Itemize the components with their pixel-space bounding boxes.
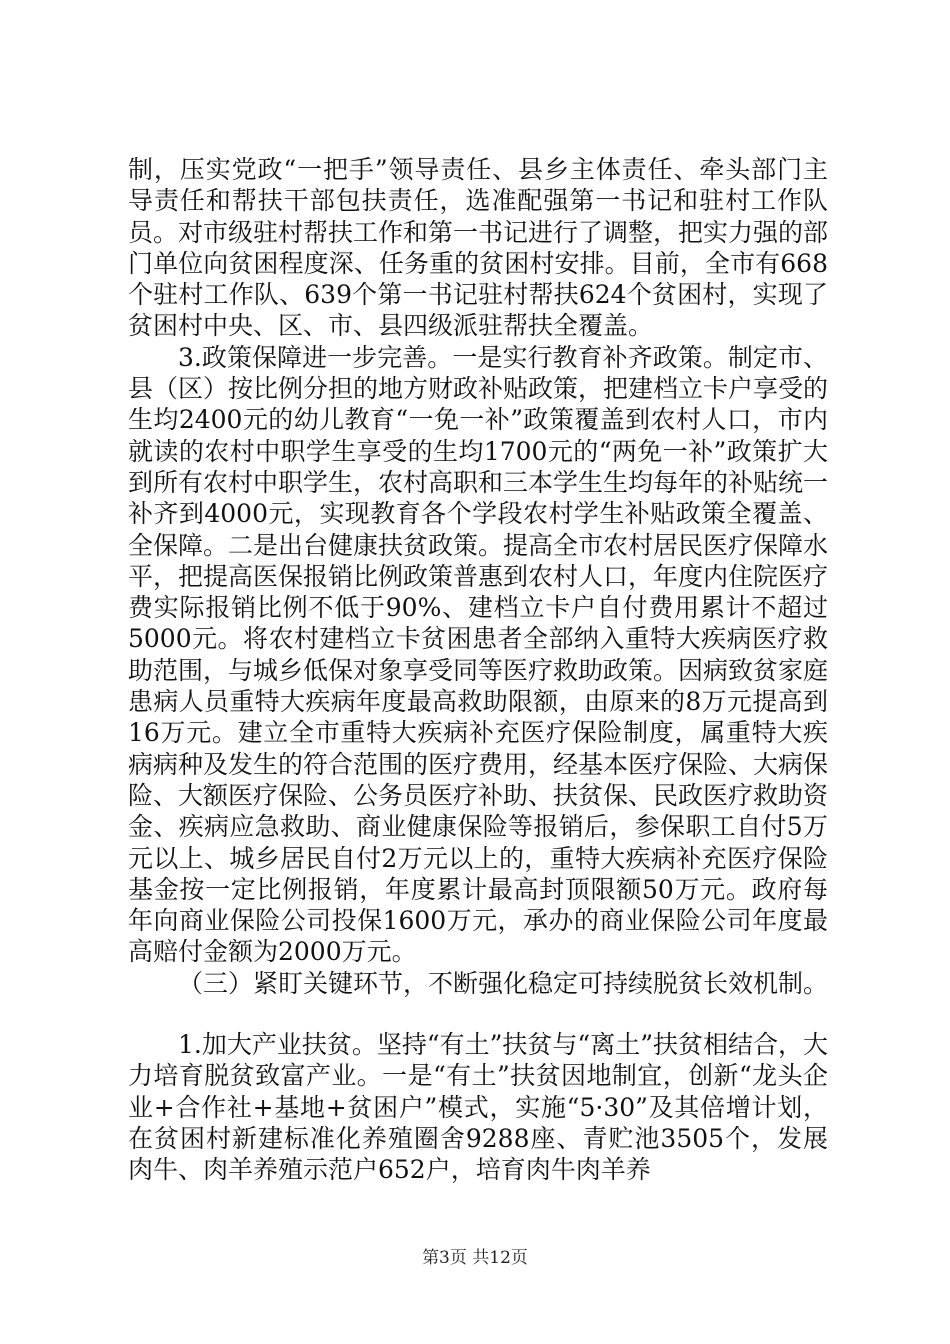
paragraph-policy-guarantee: 3.政策保障进一步完善。一是实行教育补齐政策。制定市、县（区）按比例分担的地方财政补贴政策，把建档立卡户享受的生均2400元的幼儿教育“一免一补”政策覆盖到农村人口，市内就读的农村中职学生享受的生均1700元的“两免一补”政策扩大到所有农村中职学生，农村高职和三本学生生均每年的补贴统一补齐到4000元，实现教育各个学段农村学生补贴政策全覆盖、全保障。二是出台健康扶贫政策。提高全市农村居民医疗保障水平，把提高医保报销比例政策普惠到农村人口，年度内住院医疗费实际报销比例不低于90%、建档立卡户自付费用累计不超过5000元。将农村建档立卡贫困患者全部纳入重特大疾病医疗救助范围，与城乡低保对象享受同等医疗救助政策。因病致贫家庭患病人员重特大疾病年度最高救助限额，由原来的8万元提高到16万元。建立全市重特大疾病补充医疗保险制度，属重特大疾病病种及发生的符合范围的医疗费用，经基本医疗保险、大病保险、大额医疗保险、公务员医疗补助、扶贫保、民政医疗救助资金、疾病应急救助、商业健康保险等报销后，参保职工自付5万元以上、城乡居民自付2万元以上的，重特大疾病补充医疗保险基金按一定比例报销，年度累计最高封顶限额50万元。政府每年向商业保险公司投保1600万元，承办的商业保险公司年度最高赔付金额为2000万元。 (128, 342, 829, 967)
section-heading-three: （三）紧盯关键环节，不断强化稳定可持续脱贫长效机制。 (178, 968, 829, 998)
body-text-top (128, 154, 828, 999)
paragraph-industry-poverty: 1.加大产业扶贫。坚持“有土”扶贫与“离土”扶贫相结合，大力培育脱贫致富产业。一是“有土”扶贫因地制宜，创新“龙头企业+合作社+基地+贫困户”模式，实施“5·30”及其倍增计划，在贫困村新建标准化养殖圈舍9288座、青贮池3505个，发展肉牛、肉羊养殖示范户652户，培育肉牛肉羊养 (128, 1030, 828, 1185)
body-text-bottom (128, 1029, 828, 1185)
page-footer: 第3页 共12页 (422, 1248, 528, 1268)
paragraph-continued: 制，压实党政“一把手”领导责任、县乡主体责任、牵头部门主导责任和帮扶干部包扶责任，选准配强第一书记和驻村工作队员。对市级驻村帮扶工作和第一书记进行了调整，把实力强的部门单位向贫困程度深、任务重的贫困村安排。目前，全市有668个驻村工作队、639个第一书记驻村帮扶624个贫困村，实现了贫困村中央、区、市、县四级派驻帮扶全覆盖。 (128, 155, 829, 341)
